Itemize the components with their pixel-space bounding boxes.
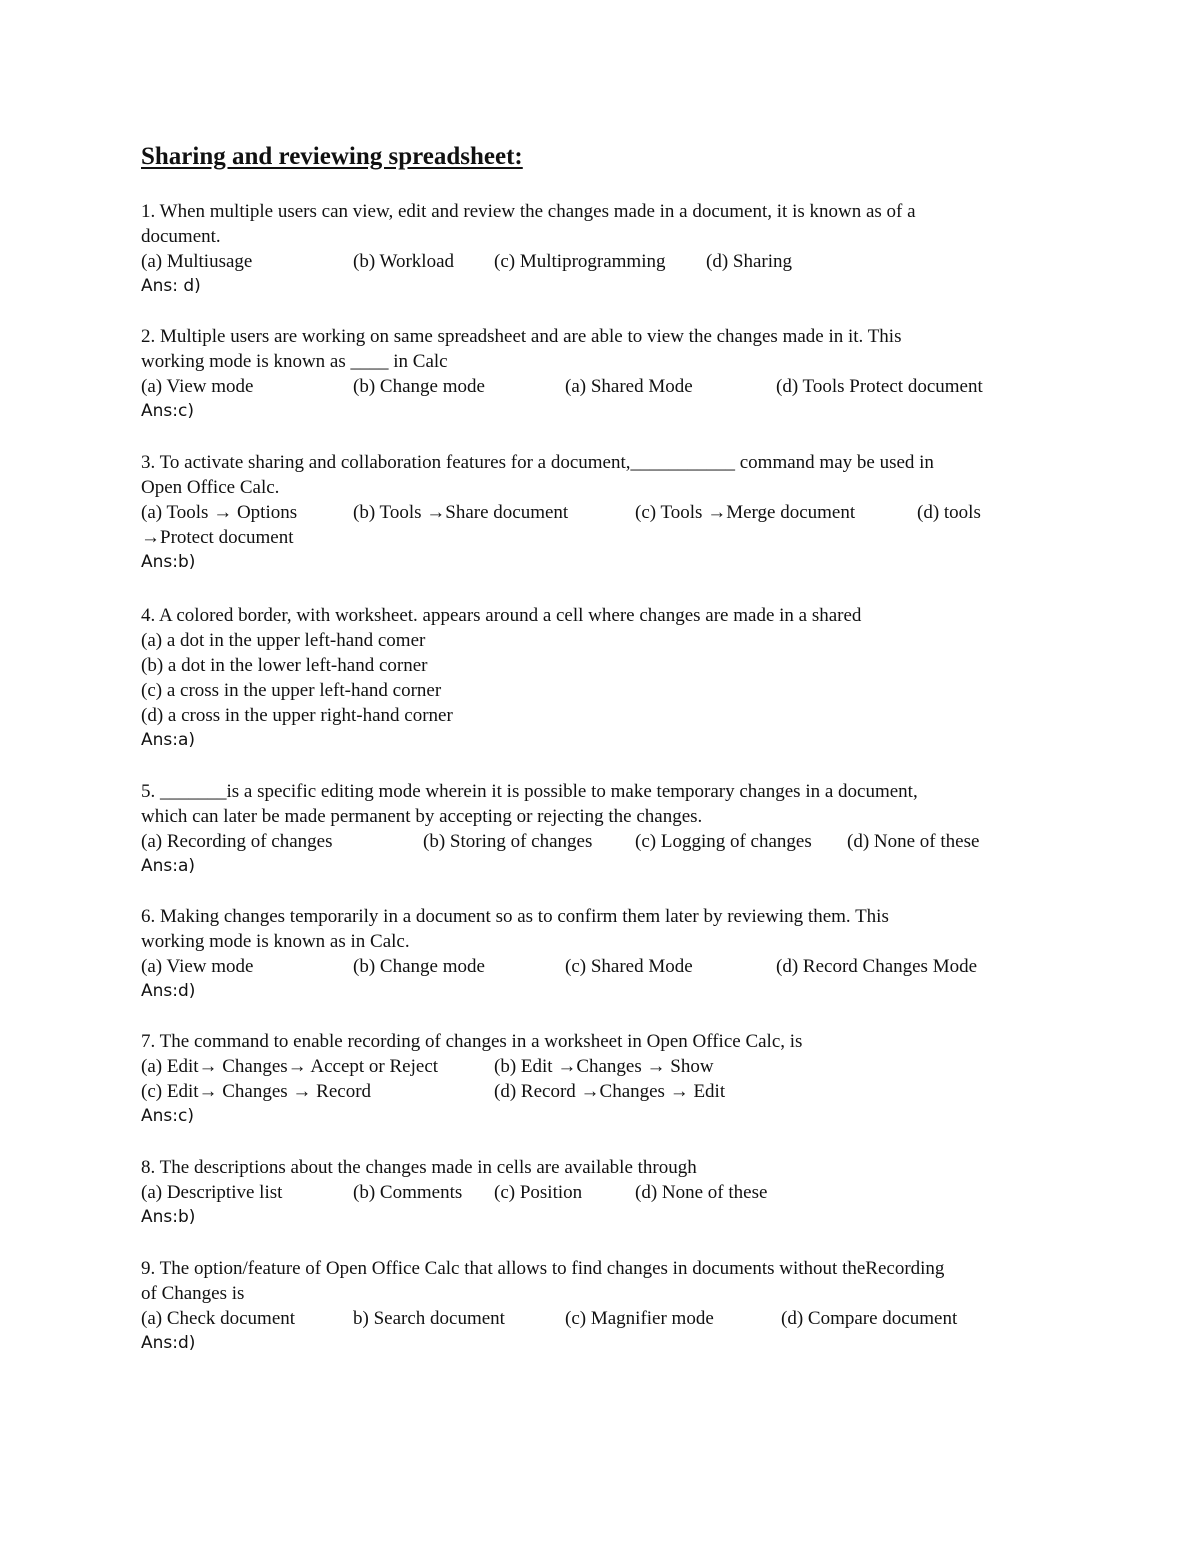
- question-text: 9. The option/feature of Open Office Calc that allows to find changes in documents without theRecording: [141, 1258, 945, 1279]
- question-text: 5. _______is a specific editing mode wherein it is possible to make temporary changes in a document,: [141, 781, 918, 802]
- option-c: (a) Shared Mode: [565, 376, 693, 397]
- option-d: (d) None of these: [847, 831, 980, 852]
- option-d: (d) tools: [917, 502, 981, 523]
- option-a: (a) Recording of changes: [141, 831, 333, 852]
- answer: Ans:a): [141, 856, 196, 876]
- answer: Ans:c): [141, 401, 194, 421]
- answer: Ans:d): [141, 981, 196, 1001]
- question-6: [141, 904, 1071, 1004]
- option-c: (c) Edit→ Changes → Record: [141, 1081, 372, 1102]
- option-d: (d) None of these: [635, 1182, 768, 1203]
- options-row: [141, 1054, 1071, 1079]
- question-text: 4. A colored border, with worksheet. appears around a cell where changes are made in a shared: [141, 605, 862, 626]
- option-d: (d) Compare document: [781, 1308, 958, 1329]
- question-text: Open Office Calc.: [141, 477, 280, 498]
- question-text: 1. When multiple users can view, edit and review the changes made in a document, it is known as of a: [141, 201, 916, 222]
- question-text: which can later be made permanent by accepting or rejecting the changes.: [141, 806, 703, 827]
- option-a: (a) Tools → Options: [141, 502, 298, 523]
- page-title: Sharing and reviewing spreadsheet:: [141, 143, 523, 170]
- option-a: (a) Check document: [141, 1308, 296, 1329]
- option-b: (b) Change mode: [353, 376, 485, 397]
- option-b: (b) Tools →Share document: [353, 502, 569, 523]
- answer: Ans:b): [141, 1207, 196, 1227]
- options-row: [141, 249, 1071, 274]
- option-b: (b) Change mode: [353, 956, 485, 977]
- option-c: (c) Position: [494, 1182, 583, 1203]
- question-text: 8. The descriptions about the changes made in cells are available through: [141, 1157, 697, 1178]
- options-row: [141, 954, 1071, 979]
- option-c: (c) Logging of changes: [635, 831, 812, 852]
- option-b: (b) Edit →Changes → Show: [494, 1056, 714, 1077]
- question-text: of Changes is: [141, 1283, 245, 1304]
- option-c: (c) a cross in the upper left-hand corner: [141, 680, 442, 701]
- option-b: (b) a dot in the lower left-hand corner: [141, 655, 428, 676]
- option-d: (d) Record Changes Mode: [776, 956, 978, 977]
- option-a: (a) Multiusage: [141, 251, 253, 272]
- option-b: b) Search document: [353, 1308, 505, 1329]
- answer: Ans:b): [141, 552, 196, 572]
- option-d: (d) Sharing: [706, 251, 793, 272]
- question-text: document.: [141, 226, 221, 247]
- answer: Ans:c): [141, 1106, 194, 1126]
- option-a: (a) a dot in the upper left-hand comer: [141, 630, 426, 651]
- question-5: [141, 779, 1071, 879]
- answer: Ans:a): [141, 730, 196, 750]
- option-c: (c) Tools →Merge document: [635, 502, 856, 523]
- option-d: (d) a cross in the upper right-hand corner: [141, 705, 453, 726]
- options-row: [141, 829, 1071, 854]
- option-d-continued: →Protect document: [141, 527, 294, 548]
- option-b: (b) Comments: [353, 1182, 463, 1203]
- options-row: [141, 374, 1071, 399]
- options-row: [141, 1079, 1071, 1104]
- option-a: (a) View mode: [141, 376, 254, 397]
- option-d: (d) Record →Changes → Edit: [494, 1081, 726, 1102]
- question-2: [141, 324, 1071, 424]
- options-row: [141, 500, 1071, 525]
- options-row: [141, 1180, 1071, 1205]
- question-text: 6. Making changes temporarily in a document so as to confirm them later by reviewing them. This: [141, 906, 889, 927]
- option-c: (c) Magnifier mode: [565, 1308, 714, 1329]
- question-text: working mode is known as ____ in Calc: [141, 351, 448, 372]
- question-1: [141, 199, 1071, 299]
- question-9: [141, 1256, 1071, 1356]
- options-row: [141, 1306, 1071, 1331]
- question-3: [141, 450, 1071, 575]
- option-b: (b) Storing of changes: [423, 831, 593, 852]
- question-text: working mode is known as in Calc.: [141, 931, 410, 952]
- question-text: 3. To activate sharing and collaboration features for a document,___________ command may be used in: [141, 452, 934, 473]
- option-d: (d) Tools Protect document: [776, 376, 983, 397]
- answer: Ans: d): [141, 276, 201, 296]
- answer: Ans:d): [141, 1333, 196, 1353]
- option-a: (a) Descriptive list: [141, 1182, 283, 1203]
- option-c: (c) Shared Mode: [565, 956, 693, 977]
- question-7: [141, 1029, 1071, 1129]
- question-8: [141, 1155, 1071, 1230]
- question-text: 2. Multiple users are working on same spreadsheet and are able to view the changes made in it. This: [141, 326, 902, 347]
- question-text: 7. The command to enable recording of changes in a worksheet in Open Office Calc, is: [141, 1031, 803, 1052]
- option-c: (c) Multiprogramming: [494, 251, 666, 272]
- question-4: [141, 603, 1071, 753]
- option-a: (a) View mode: [141, 956, 254, 977]
- option-a: (a) Edit→ Changes→ Accept or Reject: [141, 1056, 439, 1077]
- option-b: (b) Workload: [353, 251, 455, 272]
